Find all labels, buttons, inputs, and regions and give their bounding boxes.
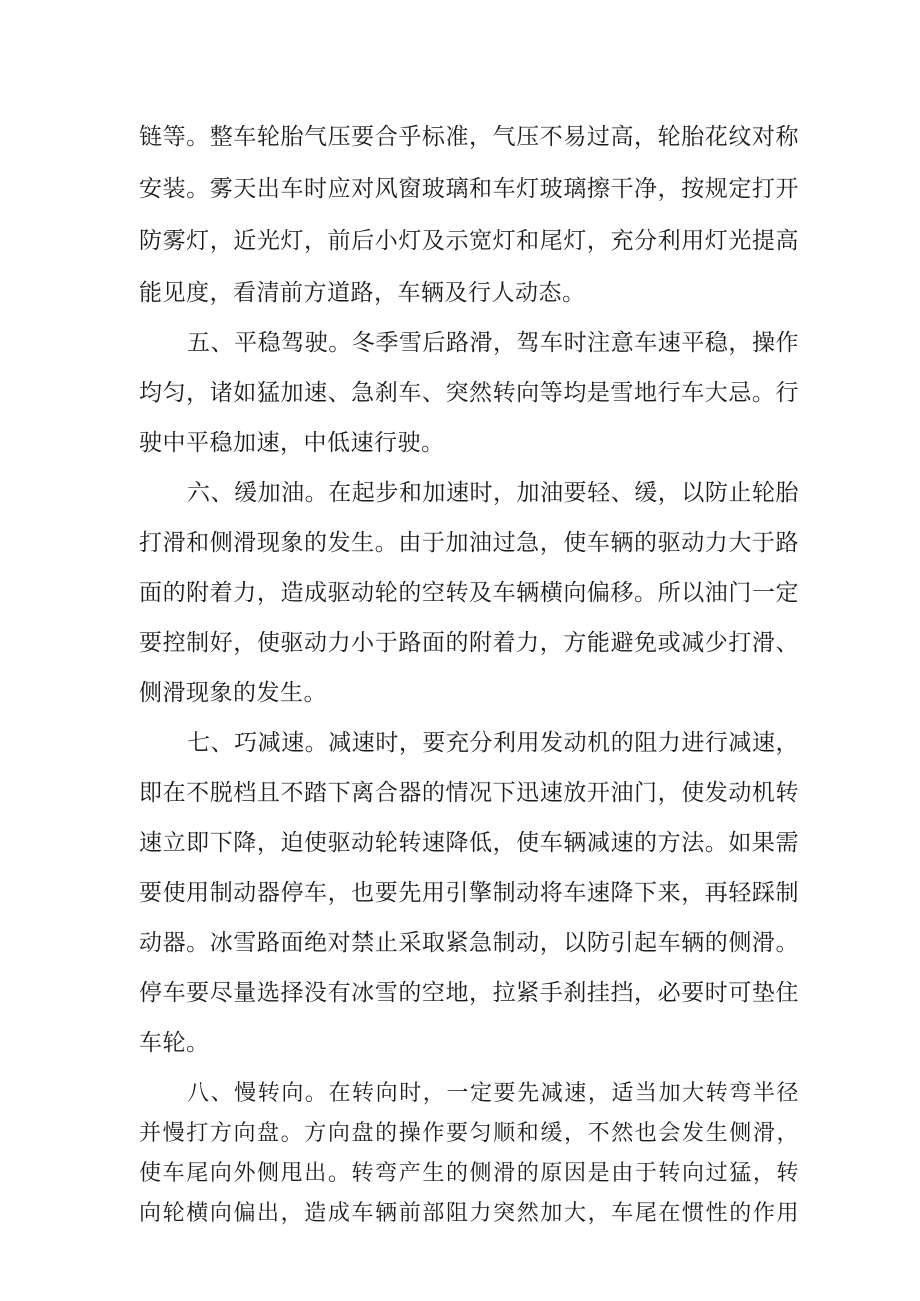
text-line: 即在不脱档且不踏下离合器的情况下迅速放开油门，使发动机转 [139,780,799,806]
text-line: 使车尾向外侧甩出。转弯产生的侧滑的原因是由于转向过猛，转 [139,1161,799,1186]
text-line: 防雾灯，近光灯，前后小灯及示宽灯和尾灯，充分利用灯光提高 [139,228,799,254]
text-line: 速立即下降，迫使驱动轮转速降低，使车辆减速的方法。如果需 [139,830,799,856]
paragraph-heading-line: 七、巧减速。减速时，要充分利用发动机的阻力进行减速， [187,730,799,756]
text-line: 均匀，诸如猛加速、急刹车、突然转向等均是雪地行车大忌。行 [139,380,799,406]
text-line: 安装。雾天出车时应对风窗玻璃和车灯玻璃擦干净，按规定打开 [139,176,799,202]
paragraph-heading-line: 五、平稳驾驶。冬季雪后路滑，驾车时注意车速平稳，操作 [187,330,799,356]
text-line: 面的附着力，造成驱动轮的空转及车辆横向偏移。所以油门一定 [139,580,799,606]
text-line: 停车要尽量选择没有冰雪的空地，拉紧手刹挂挡，必要时可垫住 [139,980,799,1006]
text-line: 车轮。 [139,1030,210,1056]
paragraph-heading-line: 八、慢转向。在转向时，一定要先减速，适当加大转弯半径 [187,1081,799,1106]
text-line: 要使用制动器停车，也要先用引擎制动将车速降下来，再轻踩制 [139,880,799,906]
text-line: 打滑和侧滑现象的发生。由于加油过急，使车辆的驱动力大于路 [139,530,799,556]
text-line: 链等。整车轮胎气压要合乎标准，气压不易过高，轮胎花纹对称 [139,124,799,150]
text-line: 向轮横向偏出，造成车辆前部阻力突然加大，车尾在惯性的作用 [139,1201,799,1226]
text-line: 动器。冰雪路面绝对禁止采取紧急制动，以防引起车辆的侧滑。 [139,930,799,956]
text-line: 要控制好，使驱动力小于路面的附着力，方能避免或减少打滑、 [139,630,799,656]
paragraph-heading-line: 六、缓加油。在起步和加速时，加油要轻、缓，以防止轮胎 [187,480,799,506]
text-line: 能见度，看清前方道路，车辆及行人动态。 [139,280,586,306]
text-line: 并慢打方向盘。方向盘的操作要匀顺和缓，不然也会发生侧滑， [139,1121,799,1146]
text-line: 侧滑现象的发生。 [139,680,327,706]
text-line: 驶中平稳加速，中低速行驶。 [139,430,445,456]
